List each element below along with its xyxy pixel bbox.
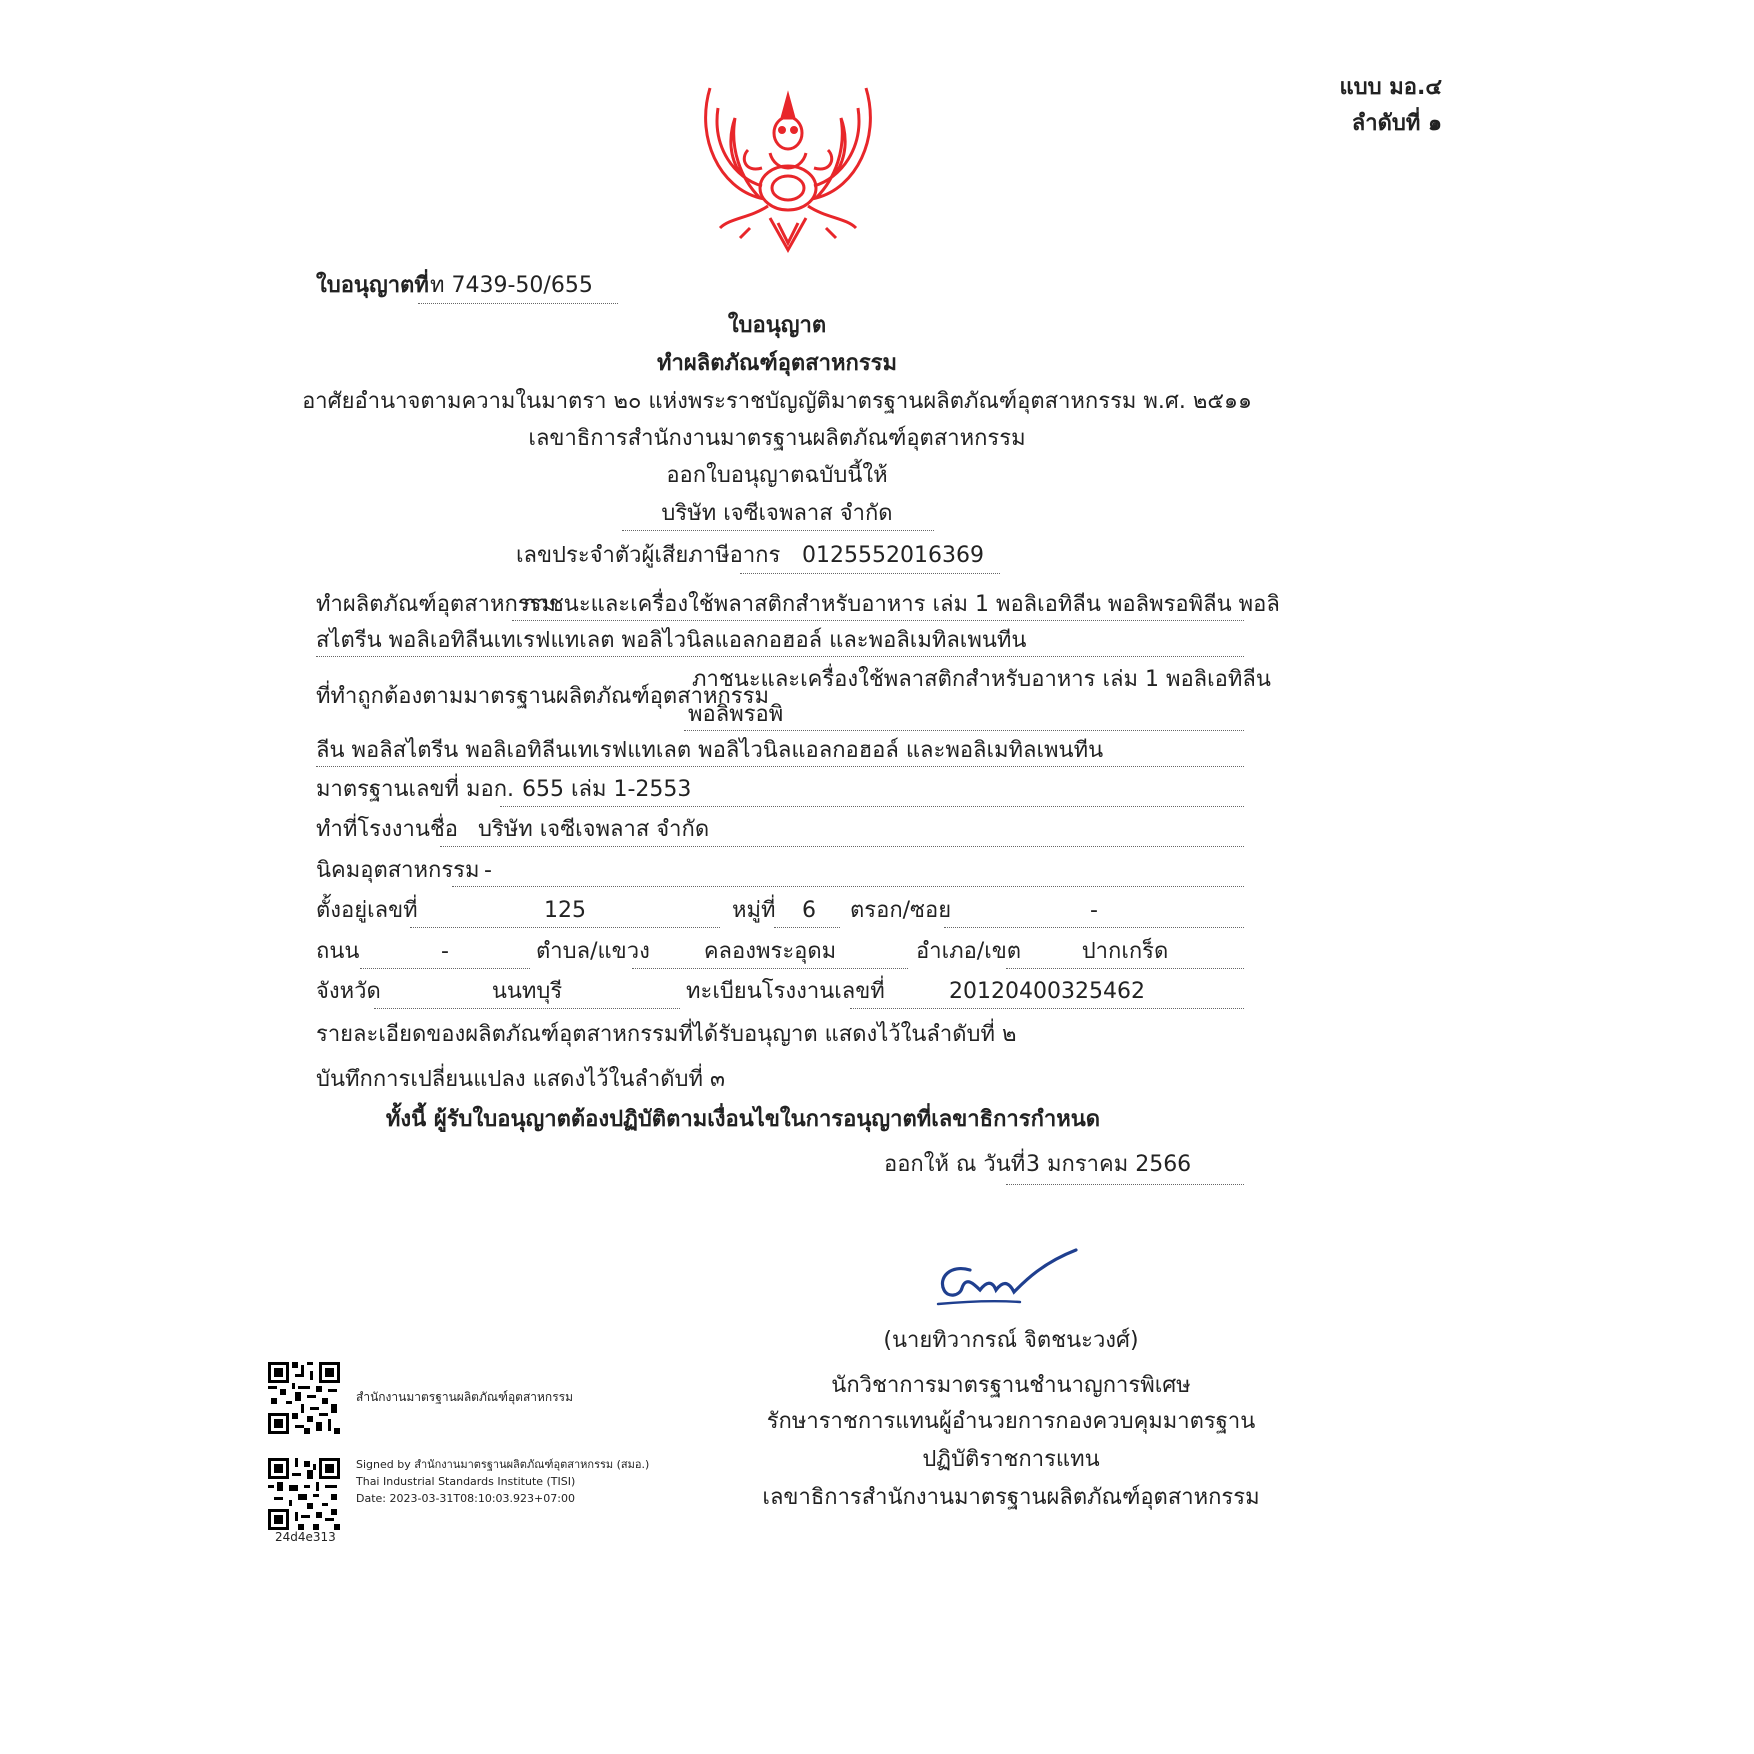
product-value-line-1: ภาชนะและเครื่องใช้พลาสติกสำหรับอาหาร เล่ม 1 พอลิเอทิลีน พอลิพรอพิลีน พอลิ [522,592,1280,617]
tax-id-line [740,573,1000,574]
details-note: รายละเอียดของผลิตภัณฑ์อุตสาหกรรมที่ได้รับอนุญาต แสดงไว้ในลำดับที่ ๒ [316,1022,1017,1047]
heading-line-2: เลขาธิการสำนักงานมาตรฐานผลิตภัณฑ์อุตสาหกรรม [528,426,1026,451]
product-line-1 [512,620,1244,621]
garuda-emblem-icon [690,78,886,254]
licensee-name: บริษัท เจซีเจพลาส จำกัด [661,501,893,526]
address-soi-label: ตรอก/ซอย [850,898,952,923]
product-label: ทำผลิตภัณฑ์อุตสาหกรรม [316,592,556,617]
factory-line [440,846,1244,847]
address-no-line [410,927,720,928]
standard-no-value: 655 เล่ม 1-2553 [522,777,692,802]
license-no-label: ใบอนุญาตที่ [316,273,429,298]
changes-note: บันทึกการเปลี่ยนแปลง แสดงไว้ในลำดับที่ ๓ [316,1067,726,1092]
standard-no-line [500,806,1244,807]
signer-name: (นายทิวากรณ์ จิตชนะวงศ์) [883,1328,1139,1353]
province-value: นนทบุรี [491,979,563,1004]
standard-value-line-2: พอลิพรอพิ [688,702,784,727]
standard-label: ที่ทำถูกต้องตามมาตรฐานผลิตภัณฑ์อุตสาหกรรม [316,684,769,709]
standard-value-line-1: ภาชนะและเครื่องใช้พลาสติกสำหรับอาหาร เล่ม 1 พอลิเอทิลีน [692,667,1271,692]
estate-line [452,886,1244,887]
district-value: ปากเกร็ด [1081,939,1169,964]
factory-reg-line [850,1008,1244,1009]
license-no-value: ท 7439-50/655 [430,273,593,298]
tax-id-value: 0125552016369 [802,543,984,568]
license-no-line [418,303,618,304]
factory-value: บริษัท เจซีเจพลาส จำกัด [478,817,710,842]
address-moo-label: หมู่ที่ [732,898,776,923]
standard-line-1 [684,730,1244,731]
issued-line [1006,1184,1244,1185]
subdistrict-value: คลองพระอุดม [703,939,837,964]
signer-title-3: ปฏิบัติราชการแทน [922,1447,1100,1472]
licensee-line [622,530,934,531]
org-en: Thai Industrial Standards Institute (TISI) [356,1475,576,1488]
issued-label: ออกให้ ณ วันที่ [884,1152,1026,1177]
signed-by: Signed by สำนักงานมาตรฐานผลิตภัณฑ์อุตสาหกรรม (สมอ.) [356,1458,650,1471]
tax-id-label: เลขประจำตัวผู้เสียภาษีอากร [516,543,781,568]
province-line [374,1008,680,1009]
subdistrict-label: ตำบล/แขวง [536,939,650,964]
signer-title-4: เลขาธิการสำนักงานมาตรฐานผลิตภัณฑ์อุตสาหกรรม [762,1485,1260,1510]
form-code: แบบ มอ.๔ [1339,75,1442,100]
district-label: อำเภอ/เขต [916,939,1022,964]
heading-line-1: อาศัยอำนาจตามความในมาตรา ๒๐ แห่งพระราชบัญญัติมาตรฐานผลิตภัณฑ์อุตสาหกรรม พ.ศ. ๒๕๑๑ [302,389,1252,414]
verification-code: 24d4e313 [275,1530,336,1544]
condition-note: ทั้งนี้ ผู้รับใบอนุญาตต้องปฏิบัติตามเงื่อนไขในการอนุญาตที่เลขาธิการกำหนด [385,1107,1101,1132]
estate-value: - [484,858,492,883]
heading-line-3: ออกใบอนุญาตฉบับนี้ให้ [666,463,888,488]
district-line [1006,968,1244,969]
factory-reg-value: 20120400325462 [949,979,1145,1004]
address-moo-line [774,927,840,928]
qr-code-icon [268,1362,340,1434]
standard-line-2 [316,766,1244,767]
address-no-value: 125 [544,898,586,923]
road-value: - [441,939,449,964]
province-label: จังหวัด [316,979,381,1004]
agency-label: สำนักงานมาตรฐานผลิตภัณฑ์อุตสาหกรรม [356,1390,574,1404]
estate-label: นิคมอุตสาหกรรม [316,858,480,883]
product-value-line-2: สไตรีน พอลิเอทิลีนเทเรฟแทเลต พอลิไวนิลแอลกอฮอล์ และพอลิเมทิลเพนทีน [316,628,1027,653]
product-line-2 [316,656,1244,657]
standard-no-label: มาตรฐานเลขที่ มอก. [316,777,515,802]
heading-title-2: ทำผลิตภัณฑ์อุตสาหกรรม [657,351,897,376]
address-no-label: ตั้งอยู่เลขที่ [316,898,418,923]
subdistrict-line [632,968,908,969]
address-soi-value: - [1090,898,1098,923]
qr-code-icon [268,1458,340,1530]
heading-title-1: ใบอนุญาต [727,313,827,338]
issued-date: 3 มกราคม 2566 [1026,1152,1192,1177]
form-sequence: ลำดับที่ ๑ [1351,111,1442,136]
address-soi-line [944,927,1244,928]
signer-title-2: รักษาราชการแทนผู้อำนวยการกองควบคุมมาตรฐาน [766,1409,1256,1434]
signature-icon [930,1244,1090,1316]
road-label: ถนน [316,939,360,964]
factory-reg-label: ทะเบียนโรงงานเลขที่ [686,979,885,1004]
signer-title-1: นักวิชาการมาตรฐานชำนาญการพิเศษ [831,1373,1191,1398]
address-moo-value: 6 [802,898,816,923]
standard-value-line-3: ลีน พอลิสไตรีน พอลิเอทิลีนเทเรฟแทเลต พอลิไวนิลแอลกอฮอล์ และพอลิเมทิลเพนทีน [316,738,1104,763]
sign-date: Date: 2023-03-31T08:10:03.923+07:00 [356,1492,575,1505]
road-line [360,968,530,969]
factory-label: ทำที่โรงงานชื่อ [316,817,459,842]
